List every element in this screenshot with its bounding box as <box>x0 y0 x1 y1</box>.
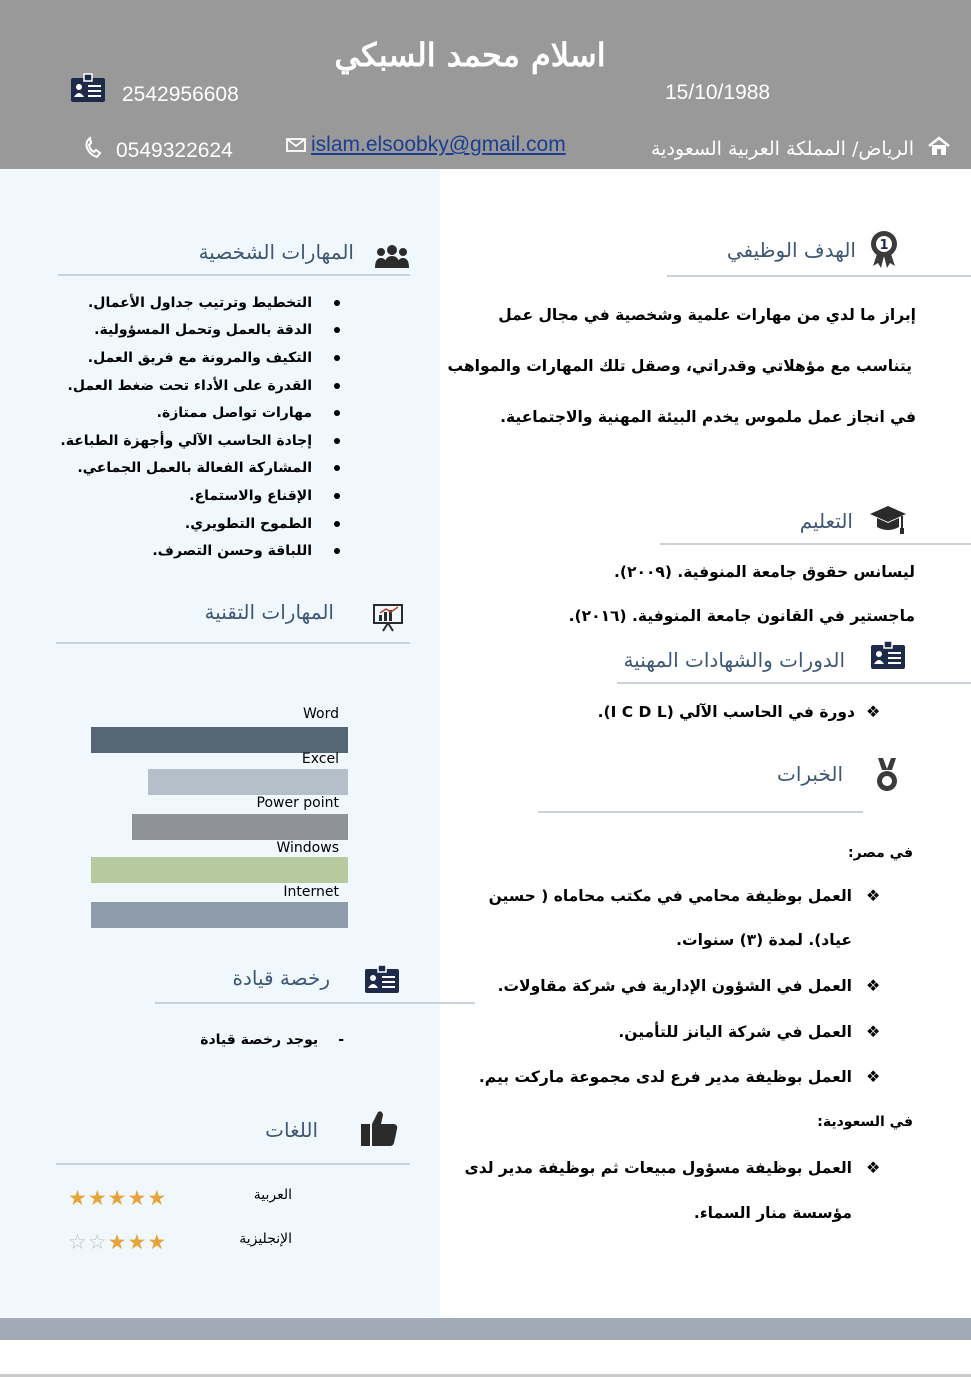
education-divider <box>660 543 971 545</box>
star-filled-icon: ★ <box>68 1186 88 1210</box>
list-item: القدرة على الأداء تحت ضغط العمل. <box>68 378 340 394</box>
chart-label-internet: Internet <box>283 884 339 900</box>
education-item-2: ماجستير في القانون جامعة المنوفية. (٢٠١٦). <box>568 607 915 625</box>
birth-date: 15/10/1988 <box>665 81 771 104</box>
list-item: إجادة الحاسب الآلي وأجهزة الطباعة. <box>60 433 340 449</box>
bullet-dot-icon <box>334 493 340 499</box>
list-item: المشاركة الفعالة بالعمل الجماعي. <box>77 460 340 476</box>
list-item: مهارات تواصل ممتازة. <box>157 405 340 421</box>
experience-egypt-1a: العمل بوظيفة محامي في مكتب محاماه ( حسين <box>488 887 852 905</box>
star-filled-icon: ★ <box>107 1230 128 1254</box>
star-empty-icon: ☆ <box>87 1230 108 1254</box>
personal-skills-list <box>40 292 340 572</box>
graduation-cap-icon <box>868 502 908 538</box>
medal-icon <box>874 757 900 793</box>
team-people-icon <box>374 244 410 270</box>
chart-label-powerpoint: Power point <box>256 795 339 811</box>
bullet-dot-icon <box>334 521 340 527</box>
person-name: اسلام محمد السبكي <box>334 36 606 74</box>
license-title: رخصة قيادة <box>232 966 330 990</box>
bullet-dot-icon <box>334 410 340 416</box>
tech-skills-chart <box>80 700 360 940</box>
list-item: التخطيط وترتيب جداول الأعمال. <box>88 295 340 311</box>
license-card-icon <box>364 964 400 994</box>
email-icon <box>286 138 306 152</box>
bullet-dot-icon <box>334 355 340 361</box>
experience-bullet-icon: ❖ <box>866 886 881 905</box>
courses-title: الدورات والشهادات المهنية <box>623 648 845 672</box>
id-number: 2542956608 <box>122 83 239 106</box>
tech-skills-title: المهارات التقنية <box>204 600 334 624</box>
chart-bar-word <box>91 727 348 753</box>
list-item: الطموح التطويري. <box>185 516 340 532</box>
bullet-dot-icon <box>334 300 340 306</box>
list-item: اللباقة وحسن التصرف. <box>152 543 340 559</box>
experience-egypt-2: العمل في الشؤون الإدارية في شركة مقاولات. <box>497 977 852 995</box>
list-item: التكيف والمرونة مع فريق العمل. <box>88 350 340 366</box>
email-link[interactable]: islam.elsoobky@gmail.com <box>311 133 566 156</box>
star-filled-icon: ★ <box>127 1186 148 1210</box>
language-name-english: الإنجليزية <box>239 1231 292 1247</box>
education-title: التعليم <box>799 509 853 533</box>
experience-bullet-icon: ❖ <box>866 976 881 995</box>
star-filled-icon: ★ <box>87 1186 108 1210</box>
courses-bullet-icon: ❖ <box>866 702 881 721</box>
thumbs-up-icon <box>360 1108 400 1148</box>
bullet-dot-icon <box>334 548 340 554</box>
experience-bullet-icon: ❖ <box>866 1158 881 1177</box>
objective-title: الهدف الوظيفي <box>726 238 856 262</box>
experience-egypt-4: العمل بوظيفة مدير فرع لدى مجموعة ماركت بيم. <box>478 1068 852 1086</box>
chart-label-word: Word <box>303 706 339 722</box>
language-name-arabic: العربية <box>253 1187 292 1203</box>
rating-stars-english <box>68 1230 167 1254</box>
personal-skills-divider <box>58 274 410 276</box>
star-filled-icon: ★ <box>127 1230 148 1254</box>
chart-label-windows: Windows <box>276 840 339 856</box>
phone-number: 0549322624 <box>116 139 233 162</box>
bullet-dot-icon <box>334 465 340 471</box>
list-item: الإقناع والاستماع. <box>189 488 340 504</box>
presentation-chart-icon <box>372 602 404 632</box>
certificate-card-icon <box>870 640 906 670</box>
svg-text:1: 1 <box>879 238 889 253</box>
experience-bullet-icon: ❖ <box>866 1022 881 1041</box>
chart-bar-internet <box>91 902 348 928</box>
list-item: الدقة بالعمل وتحمل المسؤولية. <box>94 322 340 338</box>
id-card-icon <box>70 73 106 103</box>
rating-stars-arabic <box>68 1186 167 1210</box>
experience-saudi-1b: مؤسسة منار السماء. <box>693 1204 852 1222</box>
tech-skills-divider <box>56 642 410 644</box>
education-item-1: ليسانس حقوق جامعة المنوفية. (٢٠٠٩). <box>614 563 915 581</box>
home-icon <box>927 136 951 156</box>
phone-icon <box>84 136 104 158</box>
languages-title: اللغات <box>265 1118 318 1142</box>
chart-label-excel: Excel <box>301 751 339 767</box>
course-item-1: دورة في الحاسب الآلي (I C D L). <box>597 703 855 721</box>
chart-bar-windows <box>91 857 348 883</box>
experience-saudi-label: في السعودية: <box>817 1114 913 1130</box>
personal-skills-title: المهارات الشخصية <box>198 240 354 264</box>
experience-divider <box>538 811 863 813</box>
list-item: -يوجد رخصة قيادة <box>200 1032 344 1048</box>
experience-egypt-3: العمل في شركة اليانز للتأمين. <box>618 1023 852 1041</box>
star-empty-icon: ☆ <box>68 1230 88 1254</box>
award-ribbon-icon <box>868 228 900 268</box>
star-filled-icon: ★ <box>107 1186 128 1210</box>
bullet-dot-icon <box>334 438 340 444</box>
chart-bar-excel <box>148 769 348 795</box>
bullet-dot-icon <box>334 383 340 389</box>
experience-egypt-1b: عياد). لمدة (٣) سنوات. <box>676 931 852 949</box>
objective-line-2: يتناسب مع مؤهلاتي وقدراتي، وصقل تلك المهارات والمواهب <box>447 357 912 375</box>
star-filled-icon: ★ <box>147 1230 168 1254</box>
courses-divider <box>617 682 971 684</box>
address-text: الرياض/ المملكة العربية السعودية <box>651 138 914 160</box>
experience-saudi-1a: العمل بوظيفة مسؤول مبيعات ثم بوظيفة مدير لدى <box>464 1159 852 1177</box>
objective-divider <box>667 275 971 277</box>
footer-bar <box>0 1318 971 1340</box>
experience-title: الخبرات <box>776 762 843 786</box>
bullet-dot-icon <box>334 327 340 333</box>
star-filled-icon: ★ <box>147 1186 168 1210</box>
languages-divider <box>56 1163 410 1165</box>
chart-bar-powerpoint <box>132 814 348 840</box>
experience-egypt-label: في مصر: <box>848 845 913 861</box>
objective-line-3: في انجاز عمل ملموس يخدم البيئة المهنية والاجتماعية. <box>500 408 916 426</box>
license-divider <box>155 1002 475 1004</box>
experience-bullet-icon: ❖ <box>866 1067 881 1086</box>
objective-line-1: إبراز ما لدي من مهارات علمية وشخصية في مجال عمل <box>498 306 916 324</box>
